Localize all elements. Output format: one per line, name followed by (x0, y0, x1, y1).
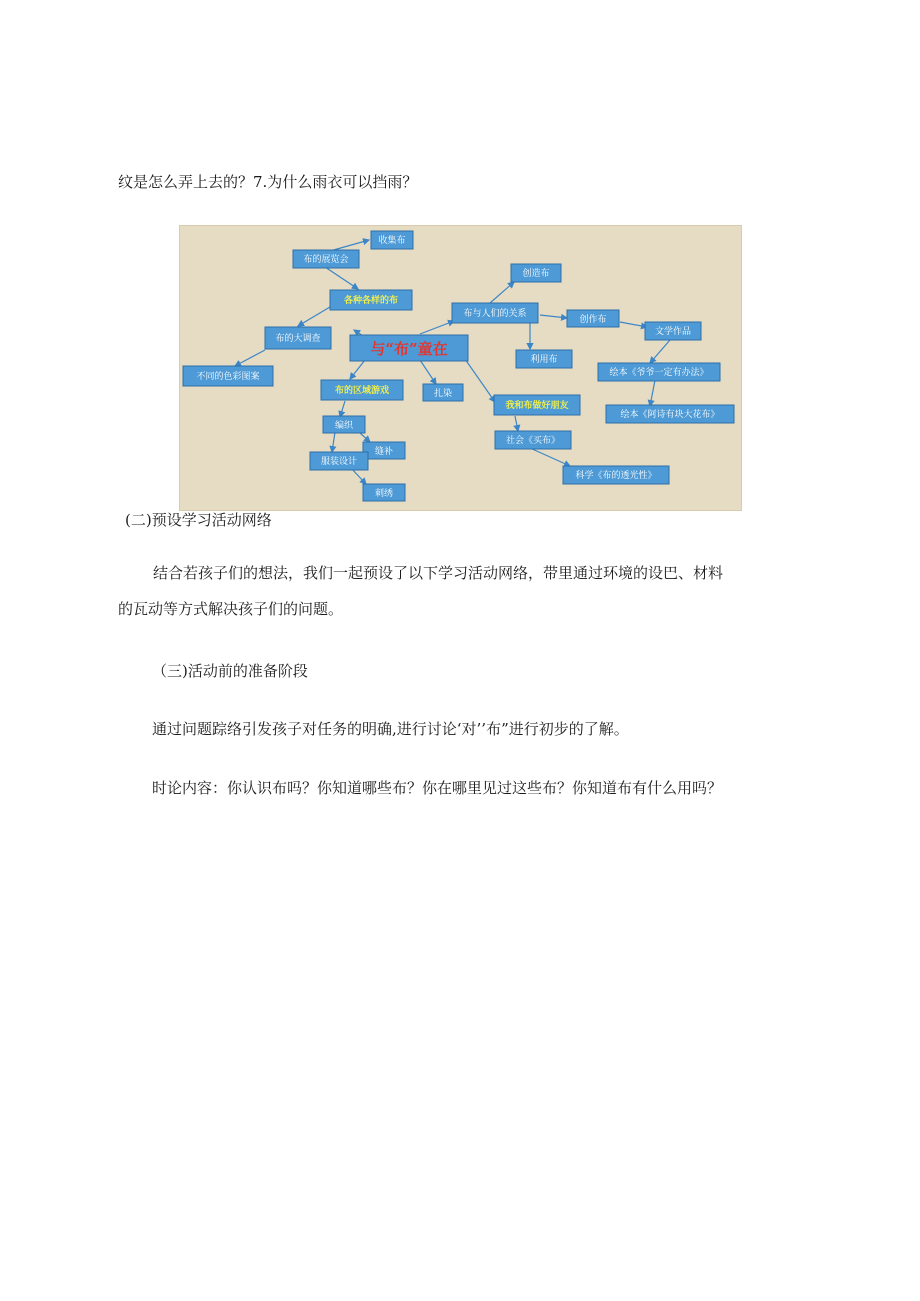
paragraph-1-line-2: 的瓦动等方式解决孩子们的问题。 (118, 600, 344, 618)
paragraph-3: 时论内容：你认识布吗？你知道哪些布？你在哪里见过这些布？你知道布有什么用吗？ (152, 779, 723, 797)
node-book2 (606, 405, 734, 423)
activity-mindmap-figure (179, 225, 742, 511)
node-weave (323, 416, 365, 433)
node-reuse (516, 350, 572, 368)
node-friend (494, 395, 580, 415)
svg-text:布的大调查: 布的大调查 (275, 334, 321, 344)
svg-text:与“布”童在: 与“布”童在 (370, 340, 448, 358)
svg-text:刺绣: 刺绣 (374, 489, 394, 499)
svg-text:收集布: 收集布 (378, 236, 406, 246)
text-line-1: 纹是怎么弄上去的？7.为什么雨衣可以挡雨？ (118, 173, 418, 191)
node-create-cloth (511, 264, 561, 282)
svg-text:布的区域游戏: 布的区域游戏 (334, 386, 390, 396)
node-relation (452, 303, 538, 323)
section-heading-3: （三)活动前的准备阶段 (152, 662, 308, 680)
svg-text:利用布: 利用布 (530, 355, 558, 365)
svg-text:创造布: 创造布 (522, 269, 550, 279)
svg-text:编织: 编织 (334, 421, 354, 431)
svg-text:社会《买布》: 社会《买布》 (505, 436, 561, 446)
paragraph-1-line-1: 结合若孩子们的想法，我们一起预设了以下学习活动网络，带里通过环境的设巴、材料 (153, 564, 724, 582)
svg-text:扎染: 扎染 (433, 389, 453, 399)
svg-text:绘本《爷爷一定有办法》: 绘本《爷爷一定有办法》 (609, 368, 709, 378)
node-fashion (310, 452, 368, 470)
node-make-cloth (567, 310, 619, 327)
svg-text:布的展览会: 布的展览会 (303, 255, 349, 265)
paragraph-2: 通过问题踪络引发孩子对任务的明确,进行讨论‘对’’布”进行初步的了解。 (152, 720, 629, 738)
svg-text:各种各样的布: 各种各样的布 (343, 296, 399, 306)
node-center (350, 335, 468, 361)
svg-text:布与人们的关系: 布与人们的关系 (463, 309, 527, 319)
node-literature (645, 322, 701, 340)
node-embroider (363, 484, 405, 501)
node-exhibition (293, 250, 359, 268)
svg-text:科学《布的透光性》: 科学《布的透光性》 (575, 471, 657, 481)
node-colors (183, 366, 273, 386)
node-collect (371, 231, 413, 249)
node-tiedye (423, 384, 463, 401)
section-heading-2: (二)预设学习活动网络 (125, 511, 272, 529)
node-various (330, 290, 412, 310)
node-sew (363, 442, 405, 459)
svg-text:绘本《阿诗有块大花布》: 绘本《阿诗有块大花布》 (620, 410, 720, 420)
svg-text:缝补: 缝补 (374, 447, 394, 457)
svg-text:我和布做好朋友: 我和布做好朋友 (505, 401, 569, 411)
node-survey (265, 327, 331, 349)
svg-text:创作布: 创作布 (579, 315, 607, 325)
svg-text:服装设计: 服装设计 (320, 457, 358, 467)
svg-text:不同的色彩图案: 不同的色彩图案 (196, 372, 260, 382)
node-social (495, 431, 571, 449)
node-area-game (321, 380, 403, 400)
node-science (563, 466, 669, 484)
node-book1 (598, 363, 720, 381)
mindmap-edges (235, 240, 670, 484)
mindmap-diagram (180, 226, 741, 510)
svg-text:文学作品: 文学作品 (654, 327, 692, 337)
